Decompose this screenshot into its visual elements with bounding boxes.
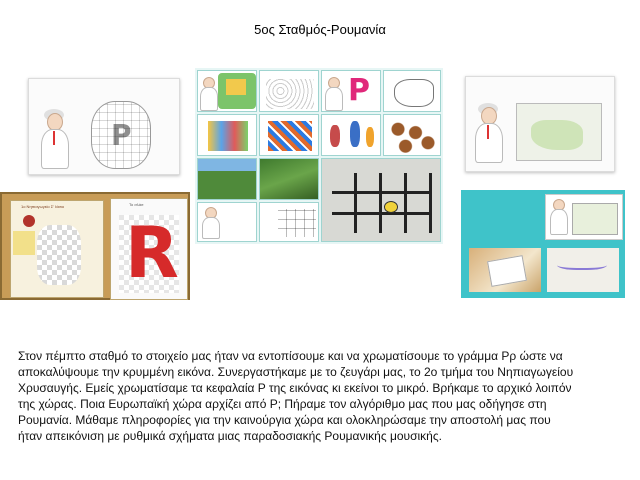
collage-big-letter — [321, 70, 381, 112]
board-paper-left — [10, 200, 104, 298]
europe-map-thumb — [516, 103, 602, 161]
board-red-letter: R — [125, 212, 179, 294]
description-text — [18, 348, 622, 444]
board-letter-puzzle — [37, 225, 81, 285]
board-paper-right — [110, 198, 188, 300]
collage-landscape-photo — [197, 158, 257, 200]
professor-illustration-right — [474, 103, 502, 163]
teal-paper-photo — [547, 248, 619, 292]
collage-skater-figures — [321, 114, 381, 156]
collage-romania-outline — [383, 70, 441, 112]
right-worksheet-instructions — [476, 85, 606, 89]
teal-professor-card — [545, 194, 623, 240]
wax-seal-icon — [23, 215, 35, 227]
collage-colored-sheet — [197, 114, 257, 156]
collage-professor-map — [197, 70, 257, 112]
caption-line: Ρουμανία. Μάθαμε πληροφορίες για την καινούργια χώρα και ολοκληρώσαμε την αποστολή μας που — [18, 413, 551, 427]
professor-illustration — [39, 109, 69, 169]
worksheet-card-right — [465, 76, 615, 172]
collage-bears — [383, 114, 441, 156]
page-title: 5ος Σταθμός-Ρουμανία — [254, 22, 386, 37]
collage-letter-worksheet — [259, 70, 319, 112]
teal-photo-collage — [461, 190, 625, 298]
collage-professor-card — [197, 202, 257, 242]
cork-board-card — [0, 192, 190, 300]
worksheet-instructions — [39, 84, 169, 88]
collage-symbol-table — [259, 202, 319, 242]
photo-collage — [195, 68, 443, 244]
board-right-heading: Το σλάιτ — [129, 202, 144, 207]
hidden-letter: Ρ — [111, 119, 132, 152]
caption-line: Χρυσαυγής. Εμείς χρωματίσαμε τα κεφαλαία Ρ της εικόνας κι εκείνοι το μικρό. Βρήκαμε το αρχικό λοιπόν — [18, 381, 572, 395]
board-paper-heading: 1ο Νηπιαγωγείο Σ' Ιάσιο — [21, 204, 65, 209]
teal-hand-drawing-photo — [469, 248, 541, 292]
collage-robot-floor-photo — [321, 158, 441, 242]
collage-mountain-road — [259, 158, 319, 200]
caption-line: ήταν απεικόνιση με ρυθμικά σχήματα μιας παραδοσιακής Ρουμανικής μουσικής. — [18, 429, 442, 443]
caption-line: της χώρας. Ποια Ευρωπαϊκή χώρα αρχίζει από Ρ; Πήραμε τον αλγόριθμο μας που μας οδήγησε στη — [18, 397, 547, 411]
caption-line: αποκαλύψουμε την κρυμμένη εικόνα. Συνεργαστήκαμε με το ζευγάρι μας, το 2ο τμήμα του Νηπιαγωγείου — [18, 365, 574, 379]
collage-letter-p: P — [348, 73, 370, 108]
worksheet-card-left — [28, 78, 180, 175]
board-paper-note — [13, 231, 35, 255]
caption-line: Στον πέμπτο σταθμό το στοιχείο μας ήταν να εντοπίσουμε και να χρωματίσουμε το γράμμα Ρρ ώστε να — [18, 349, 563, 363]
collage-colored-letters — [259, 114, 319, 156]
